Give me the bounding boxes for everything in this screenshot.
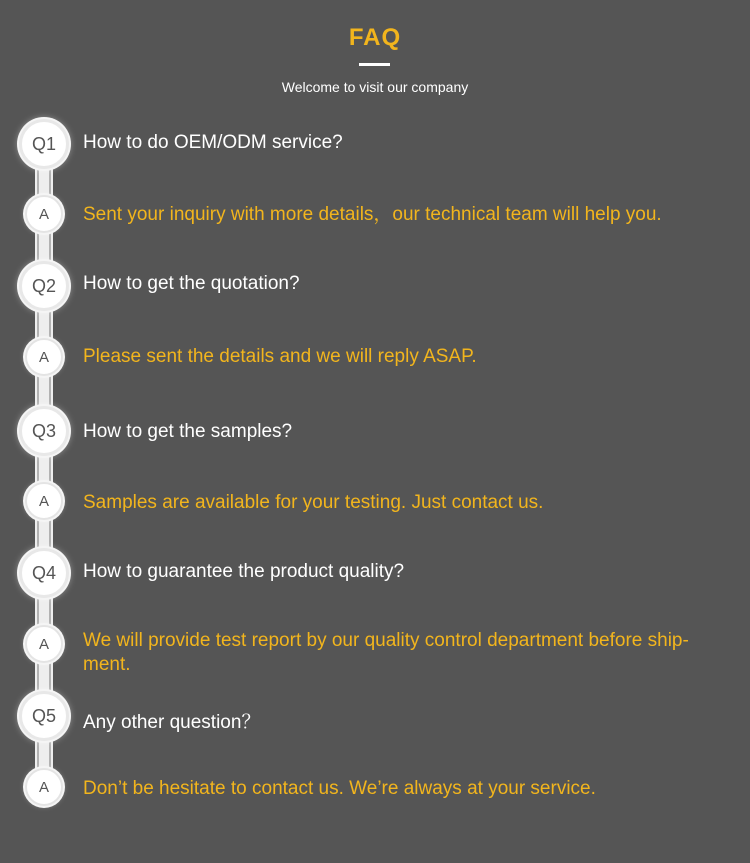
answer-badge-label: A [38,778,49,796]
answer-text: Don’t be hesitate to contact us. We’re always at your service. [83,778,596,799]
title-underline [359,63,390,66]
question-text: How to do OEM/ODM service? [83,132,343,153]
page-subtitle: Welcome to visit our company [281,79,469,95]
question-badge [19,119,69,169]
answer-badge [25,482,63,520]
question-badge-label: Q1 [31,133,56,154]
question-badge [19,548,69,598]
timeline-rail [35,371,53,411]
question-text: Any other question？ [83,712,261,733]
question-badge-label: Q4 [31,562,56,583]
answer-badge [25,625,63,663]
question-badge [19,406,69,456]
answer-badge-label: A [38,492,49,510]
question-text: How to get the quotation? [83,273,300,294]
faq-header [0,0,750,100]
answer-text: Samples are available for your testing. Just contact us. [83,492,544,513]
question-text: How to guarantee the product quality? [83,561,405,582]
answer-badge-label: A [38,205,49,223]
answer-badge-label: A [38,348,49,366]
answer-badge [25,195,63,233]
question-text: How to get the samples? [83,421,293,442]
question-badge [19,691,69,741]
question-badge [19,261,69,311]
answer-text: Sent your inquiry with more details，our technical team will help you. [83,204,662,225]
answer-badge-label: A [38,635,49,653]
answer-badge [25,338,63,376]
answer-text: We will provide test report by our quality control department before ship-ment. [83,630,689,675]
page-title: FAQ [348,24,402,51]
question-badge-label: Q3 [31,420,56,441]
answer-text: Please sent the details and we will reply ASAP. [83,346,477,367]
question-badge-label: Q2 [31,275,56,296]
question-badge-label: Q5 [31,705,56,726]
answer-badge [25,768,63,806]
